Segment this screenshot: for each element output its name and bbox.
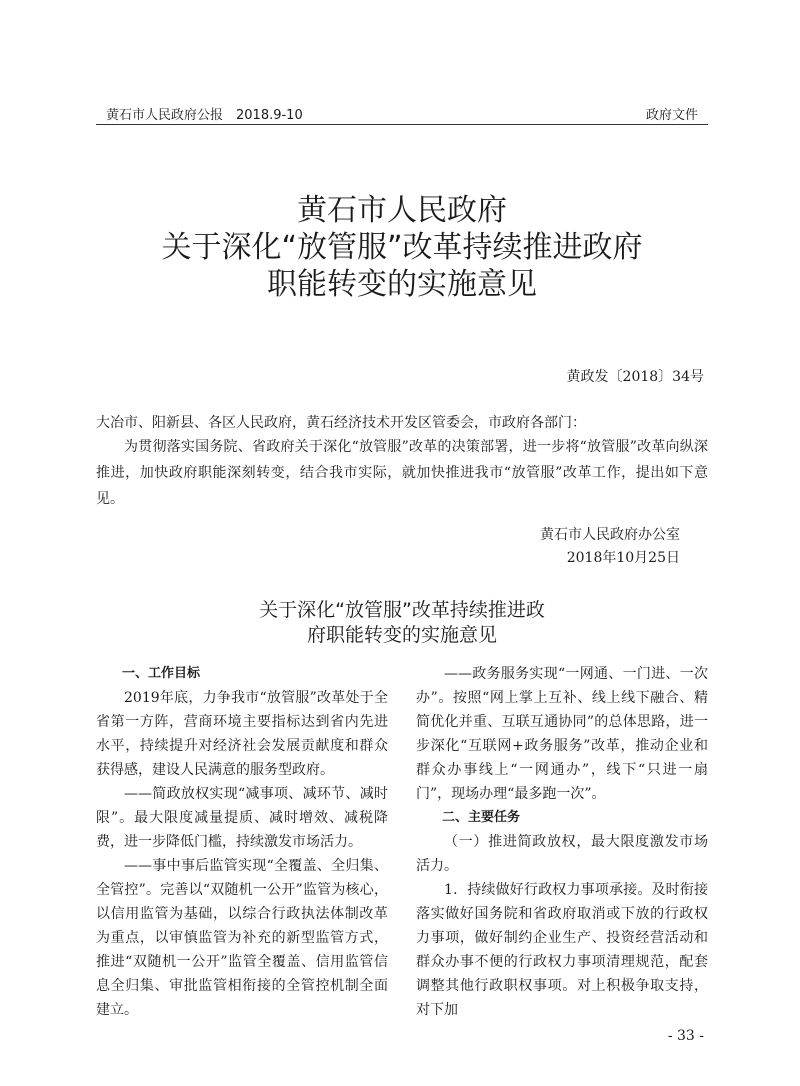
- document-title: [96, 192, 708, 303]
- right-column: [416, 662, 708, 1022]
- running-header: [96, 100, 708, 125]
- paragraph: 1．持续做好行政权力事项承接。及时衔接落实做好国务院和省政府取消或下放的行政权力事项，做好制约企业生产、投资经营活动和群众办事不便的行政权力事项清理规范，配套调整其他行政职权事项。对上积极争取支持，对下加: [416, 882, 708, 1018]
- paragraph: ——事中事后监管实现“全覆盖、全归集、全管控”。完善以“双随机一公开”监管为核心，以信用监管为基础，以综合行政执法体制改革为重点，以审慎监管为补充的新型监管方式，推进“双随机一公开”监管全覆盖、信用监管信息全归集、审批监管相衔接的全管控机制全面建立。: [96, 858, 388, 1018]
- title-line-3: 职能转变的实施意见: [267, 267, 537, 302]
- section-title: [96, 598, 708, 648]
- paragraph: 2019年底，力争我市“放管服”改革处于全省第一方阵，营商环境主要指标达到省内先进水平，持续提升对经济社会发展贡献度和群众获得感，建设人民满意的服务型政府。: [96, 690, 388, 778]
- header-publication: 黄石市人民政府公报 2018.9-10: [106, 108, 303, 123]
- document-number: 黄政发〔2018〕34号: [566, 369, 704, 385]
- heading-work-goals: 一、工作目标: [122, 666, 201, 681]
- paragraph: ——简政放权实现“减事项、减环节、减时限”。最大限度减量提质、减时增效、减税降费，进一步降低门槛，持续激发市场活力。: [96, 786, 388, 850]
- issue-date: 2018年10月25日: [566, 550, 680, 566]
- page-number: - 33 -: [667, 1028, 704, 1044]
- section-title-line-1: 关于深化“放管服”改革持续推进政: [259, 599, 545, 621]
- signer: 黄石市人民政府办公室: [540, 527, 680, 543]
- section-title-line-2: 府职能转变的实施意见: [306, 624, 497, 646]
- paragraph: （一）推进简政放权，最大限度激发市场活力。: [416, 834, 708, 874]
- heading-main-tasks: 二、主要任务: [442, 810, 521, 825]
- title-line-1: 黄石市人民政府: [297, 193, 507, 228]
- intro-paragraph: 为贯彻落实国务院、省政府关于深化“放管服”改革的决策部署，进一步将“放管服”改革向纵深推进，加快政府职能深刻转变，结合我市实际，就加快推进我市“放管服”改革工作，提出如下意见。: [96, 439, 708, 507]
- paragraph: ——政务服务实现“一网通、一门进、一次办”。按照“网上掌上互补、线上线下融合、精简优化并重、互联互通协同”的总体思路，进一步深化“互联网+政务服务”改革，推动企业和群众办事线上“一网通办”，线下“只进一扇门”，现场办理“最多跑一次”。: [416, 666, 708, 802]
- left-column: [96, 662, 388, 1022]
- addressee: 大冶市、阳新县、各区人民政府，黄石经济技术开发区管委会，市政府各部门：: [96, 415, 586, 431]
- header-section: 政府文件: [645, 108, 698, 123]
- title-line-2: 关于深化“放管服”改革持续推进政府: [161, 230, 643, 265]
